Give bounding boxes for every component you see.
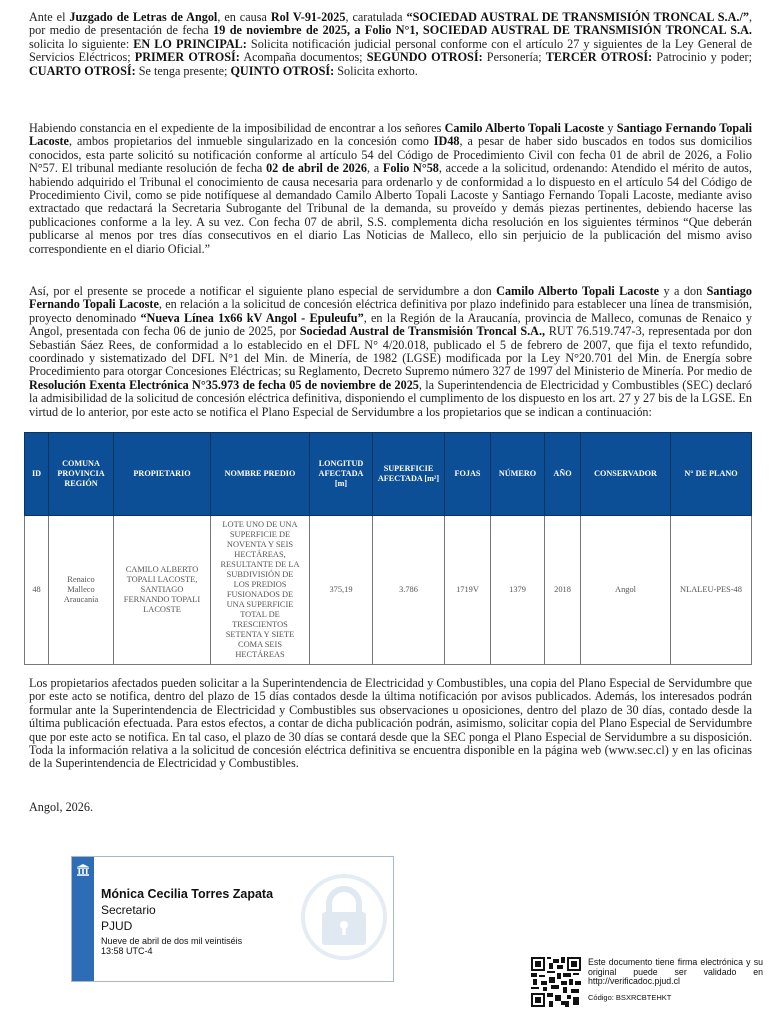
paragraph-notification: Así, por el presente se procede a notificar el siguiente plano especial de servidumbre a don Camilo Alberto Topali Lacoste y a don Santiago Fernando Topali Lacoste, en relación a la solicitud de concesión eléctrica definitiva por plazo indefinido para establecer una línea de transmisión, proyecto denominado “Nueva Línea 1x66 kV Angol - Epuleufu”, en la Región de la Araucanía, provincia de Malleco, comunas de Renaico y Angol, presentada con fecha 06 de junio de 2025, por Sociedad Austral de Transmisión Troncal S.A., RUT 76.519.747-3, representada por don Sebastián Sáez Rees, de conformidad a lo establecido en el DFL N° 4/20.018, publicado el 5 de febrero de 2007, que fija el texto refundido, coordinado y sistematizado del DFL N°1 del Min. de Minería, de 1982 (LGSE) modificada por la Ley N°20.701 del Min. de Energía sobre Procedimiento para otorgar Concesiones Eléctricas; su Reglamento, Decreto Supremo número 327 de 1997 del Ministerio de Minería. Por medio de Resolución Exenta Electrónica N°35.973 de fecha 05 de noviembre de 2025, la Superintendencia de Electricidad y Combustibles (SEC) declaró la admisibilidad de la solicitud de concesión eléctrica definitiva, disponiendo el cumplimento de los dispuesto en los art. 27 y 27 bis de la LGSE. En virtud de lo anterior, por este acto se notifica el Plano Especial de Servidumbre a los propietarios que se indican a continuación: (29, 284, 753, 419)
cell-plano: NLALEU-PES-48 (671, 516, 752, 665)
paragraph-background: Habiendo constancia en el expediente de la imposibilidad de encontrar a los señores Camilo Alberto Topali Lacoste y Santiago Fernando Topali Lacoste, ambos propietarios del inmueble singularizado en la concesión como ID48, a pesar de haber sido buscados en todos sus domicilios conocidos, esta parte solicitó su notificación conforme al artículo 54 del Código de Procedimiento Civil con fecha 01 de abril de 2026, a Folio N°57. El tribunal mediante resolución de fecha 02 de abril de 2026, a Folio N°58, accede a la solicitud, ordenando: Atendido el mérito de autos, habiendo adquirido el Tribunal el conocimiento de causa necesaria para ordenarlo y de conformidad a lo dispuesto en el artículo 54 del Código de Procedimiento Civil, como se pide notifíquese al demandado Camilo Alberto Topali Lacoste y Santiago Fernando Topali Lacoste, mediante aviso extractado que redactará la Secretaria Subrogante del Tribunal de la demanda, su proveído y demás piezas pertinentes, debiendo hacerse las publicaciones conforme a la ley. A su vez. Con fecha 07 de abril, S.S. complementa dicha resolución en los siguientes términos “Que deberán publicarse al menos por tres días consecutivos en el diario Las Noticias de Malleco, ello sin perjuicio de la publicación del mismo aviso correspondiente en el diario Oficial.” (29, 121, 753, 256)
signer-name: Mónica Cecilia Torres Zapata (101, 887, 274, 901)
header-ano: AÑO (545, 433, 581, 516)
qr-code-icon[interactable] (531, 957, 581, 1007)
cell-comuna: Renaico Malleco Araucanía (49, 516, 114, 665)
verification-code: Código: BSXRCBTEHKT (588, 993, 672, 1002)
table-row (25, 516, 752, 665)
signature-time: 13:58 UTC-4 (101, 946, 153, 956)
header-superficie: SUPERFICIE AFECTADA [m²] (373, 433, 445, 516)
cell-ano: 2018 (545, 516, 581, 665)
header-nombre-predio: NOMBRE PREDIO (211, 433, 310, 516)
signature-details (101, 886, 273, 956)
paragraph-intro: Ante el Juzgado de Letras de Angol, en causa Rol V-91-2025, caratulada “SOCIEDAD AUSTRAL DE TRANSMISIÓN TRONCAL S.A./”, por medio de presentación de fecha 19 de noviembre de 2025, a Folio N°1, SOCIEDAD AUSTRAL DE TRANSMISIÓN TRONCAL S.A. solicita lo siguiente: EN LO PRINCIPAL: Solicita notificación judicial personal conforme con el artículo 27 y siguientes de la Ley General de Servicios Eléctricos; PRIMER OTROSÍ: Acompaña documentos; SEGUNDO OTROSÍ: Personería; TERCER OTROSÍ: Patrocinio y poder; CUARTO OTROSÍ: Se tenga presente; QUINTO OTROSÍ: Solicita exhorto. (29, 10, 752, 78)
header-comuna: COMUNA PROVINCIA REGIÓN (49, 433, 114, 516)
verification-block (531, 957, 771, 1007)
signature-side-bar (72, 857, 94, 981)
table-header-row (25, 433, 752, 516)
place-date: Angol, 2026. (29, 800, 93, 814)
cell-propietario: CAMILO ALBERTO TOPALI LACOSTE, SANTIAGO FERNANDO TOPALI LACOSTE (114, 516, 211, 665)
signature-date: Nueve de abril de dos mil veintiséis (101, 936, 243, 946)
cell-nombre-predio: LOTE UNO DE UNA SUPERFICIE DE NOVENTA Y SEIS HECTÁREAS, RESULTANTE DE LA SUBDIVISIÓN DE LOS PREDIOS FUSIONADOS DE UNA SUPERFICIE TOTAL DE TRESCIENTOS SETENTA Y SIETE COMA SEIS HECTÁREAS (211, 516, 310, 665)
signer-role: Secretario (101, 903, 156, 917)
signer-org: PJUD (101, 919, 133, 933)
cell-numero: 1379 (491, 516, 545, 665)
cell-longitud: 375,19 (310, 516, 373, 665)
header-plano: N° DE PLANO (671, 433, 752, 516)
cell-fojas: 1719V (445, 516, 491, 665)
cell-id: 48 (25, 516, 49, 665)
header-id: ID (25, 433, 49, 516)
courthouse-icon (76, 863, 90, 877)
cell-superficie: 3.786 (373, 516, 445, 665)
servidumbre-table (24, 432, 752, 665)
header-conservador: CONSERVADOR (581, 433, 671, 516)
header-numero: NÚMERO (491, 433, 545, 516)
header-propietario: PROPIETARIO (114, 433, 211, 516)
header-longitud: LONGITUD AFECTADA [m] (310, 433, 373, 516)
lock-icon (300, 873, 388, 961)
header-fojas: FOJAS (445, 433, 491, 516)
electronic-signature-box (71, 856, 394, 982)
verification-text: Este documento tiene firma electrónica y su original puede ser validado en http://verificadoc.pjud.cl (588, 957, 763, 986)
cell-conservador: Angol (581, 516, 671, 665)
paragraph-rights: Los propietarios afectados pueden solicitar a la Superintendencia de Electricidad y Combustibles, una copia del Plano Especial de Servidumbre que por este acto se notifica, dentro del plazo de 15 días contados desde la última notificación por avisos publicados. Además, los interesados podrán formular ante la Superintendencia de Electricidad y Combustibles sus observaciones u oposiciones, dentro del plazo de 30 días, contado desde la última publicación efectuada. Para estos efectos, a contar de dicha publicación podrán, asimismo, solicitar copia del Plano Especial de Servidumbre que por este acto se notifica. En tal caso, el plazo de 30 días se contará desde que la SEC ponga el Plano Especial de Servidumbre a su disposición. Toda la información relativa a la solicitud de concesión eléctrica definitiva se encuentra disponible en la página web (www.sec.cl) y en las oficinas de la Superintendencia de Electricidad y Combustibles. (29, 676, 752, 771)
